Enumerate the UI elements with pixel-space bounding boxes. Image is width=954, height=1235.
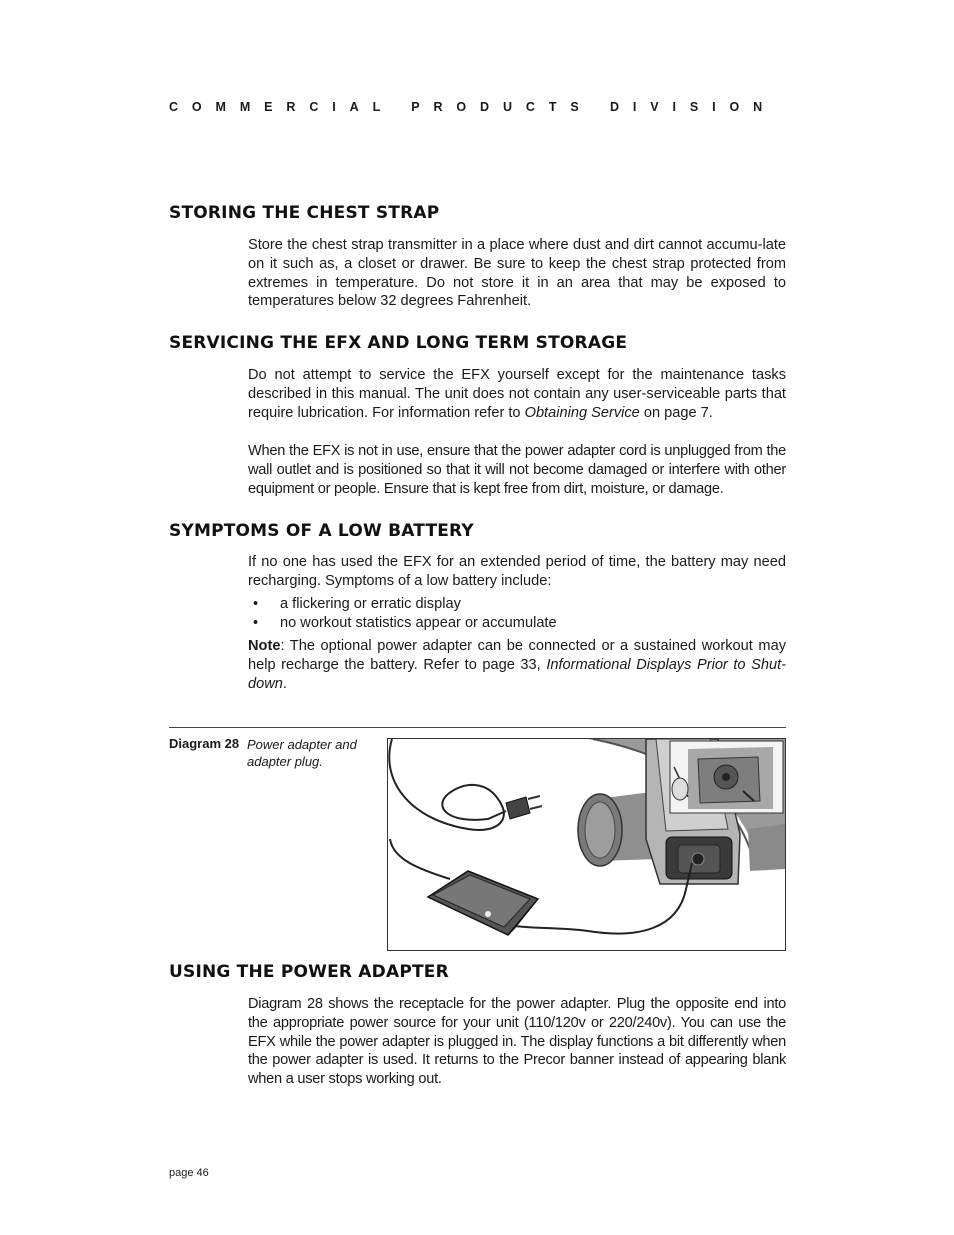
obtaining-service-reference: Obtaining Service: [524, 404, 640, 421]
page-number: page 46: [169, 1167, 209, 1179]
diagram-divider: [169, 727, 786, 728]
heading-servicing-efx: SERVICING THE EFX AND LONG TERM STORAGE: [169, 333, 628, 353]
battery-symptom-list: [248, 595, 786, 633]
heading-low-battery: SYMPTOMS OF A LOW BATTERY: [169, 521, 474, 541]
paragraph-servicing-1: [248, 366, 786, 422]
paragraph-battery-intro: If no one has used the EFX for an extended period of time, the battery may need recharging. Symptoms of a low battery include:: [248, 554, 786, 589]
bullet-icon: •: [253, 614, 259, 631]
note-end: .: [282, 675, 287, 692]
power-adapter-illustration: [387, 738, 786, 951]
paragraph-servicing-2: When the EFX is not in use, ensure that the power adapter cord is unplugged from the wall outlet and is positioned so that it will not become damaged or interfere with other equipment or people. Ensure that is kept free from dirt, moisture, or damage.: [248, 443, 786, 497]
list-item: [248, 614, 786, 633]
paragraph-chest-strap: Store the chest strap transmitter in a place where dust and dirt cannot accumu-late on it such as, a closet or drawer. Be sure to keep the chest strap protected from extremes in temperature. Do not store it in an area that may be exposed to temperatures below 32 degrees Fahrenheit.: [248, 237, 786, 310]
paragraph-battery-note: [248, 637, 786, 693]
diagram-caption: Power adapter and adapter plug.: [247, 737, 357, 769]
diagram-label: Diagram 28: [169, 736, 240, 751]
servicing-text-after: on page 7.: [639, 404, 713, 421]
running-header: COMMERCIAL PRODUCTS DIVISION: [169, 100, 777, 114]
paragraph-power-adapter: Diagram 28 shows the receptacle for the power adapter. Plug the opposite end into the appropriate power source for your unit (110/120v or 220/240v). You can use the EFX while the power adapter is plugged in. The display functions a bit differently when the power adapter is used. It returns to the Precor banner instead of appearing blank when a user stops working out.: [248, 996, 786, 1088]
servicing-text-before: Do not attempt to service the EFX yourself except for the maintenance tasks described in this manual. The unit does not contain any user-serviceable parts that require lubrication. For information refer to: [248, 367, 786, 421]
list-item-text: a flickering or erratic display: [280, 596, 461, 612]
note-text: : The optional power adapter can be connected or a sustained workout may help recharge the battery. Refer to page 33,: [248, 638, 786, 673]
heading-storing-chest-strap: STORING THE CHEST STRAP: [169, 203, 440, 223]
heading-power-adapter: USING THE POWER ADAPTER: [169, 962, 449, 982]
bullet-icon: •: [253, 596, 259, 612]
list-item: [248, 595, 786, 614]
list-item-text: no workout statistics appear or accumulate: [280, 614, 557, 631]
informational-displays-reference: Informational Displays Prior to Shut-down: [248, 656, 786, 692]
note-label: Note: [248, 638, 281, 654]
